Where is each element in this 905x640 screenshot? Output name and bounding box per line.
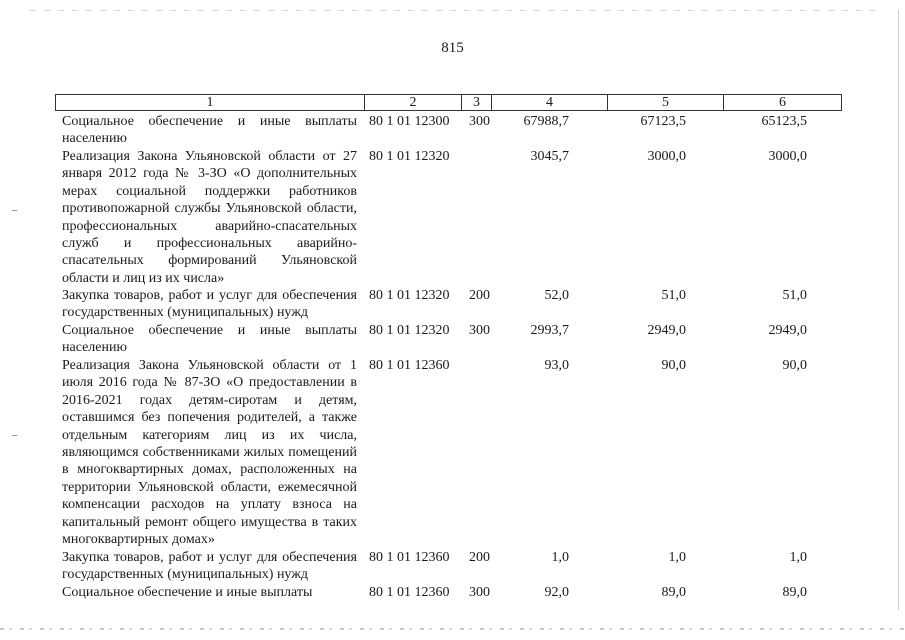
row-value-4: 52,0 bbox=[544, 288, 569, 303]
row-csr: 80 1 01 12360 bbox=[369, 550, 450, 565]
row-value-6: 1,0 bbox=[789, 550, 807, 565]
row-value-6: 65123,5 bbox=[761, 114, 807, 129]
scan-mark bbox=[12, 435, 17, 436]
row-name: Социальное обеспечение и иные выплаты населению bbox=[62, 323, 357, 356]
row-value-6: 89,0 bbox=[782, 585, 807, 600]
scan-edge-right bbox=[898, 10, 899, 610]
row-value-5: 51,0 bbox=[661, 288, 686, 303]
row-value-4: 93,0 bbox=[544, 358, 569, 373]
row-csr: 80 1 01 12320 bbox=[369, 288, 450, 303]
row-name: Реализация Закона Ульяновской области от 1 июля 2016 года № 87-ЗО «О предоставлении в 2016-2021 годах детям-сиротам и детям, оставшимся без попечения родителей, а также отдельным категориям лиц из их числа, являющимся собственниками жилых помещений в многоквартирных домах, расположенных на территории Ульяновской области, ежемесячной компенсации расходов на уплату взноса на капитальный ремонт общего имущества в таких многоквартирных домах» bbox=[62, 358, 357, 548]
row-value-4: 67988,7 bbox=[523, 114, 569, 129]
row-value-5: 89,0 bbox=[661, 585, 686, 600]
row-value-6: 2949,0 bbox=[768, 323, 807, 338]
row-value-4: 92,0 bbox=[544, 585, 569, 600]
row-csr: 80 1 01 12360 bbox=[369, 358, 450, 373]
row-name: Закупка товаров, работ и услуг для обеспечения государственных (муниципальных) нужд bbox=[62, 550, 357, 583]
row-value-4: 2993,7 bbox=[530, 323, 569, 338]
header-col-5: 5 bbox=[662, 95, 669, 110]
row-value-5: 90,0 bbox=[661, 358, 686, 373]
row-value-5: 67123,5 bbox=[640, 114, 686, 129]
row-value-6: 90,0 bbox=[782, 358, 807, 373]
row-csr: 80 1 01 12320 bbox=[369, 149, 450, 164]
row-csr: 80 1 01 12360 bbox=[369, 585, 450, 600]
row-name: Социальное обеспечение и иные выплаты населению bbox=[62, 114, 357, 147]
row-name: Реализация Закона Ульяновской области от 27 января 2012 года № 3-ЗО «О дополнительных мерах социальной поддержки работников противопожарной службы Ульяновской области, профессиональных аварийно-спасательных служб и профессиональных аварийно-спасательных формирований Ульяновской области и лиц из их числа» bbox=[62, 149, 357, 286]
row-value-4: 1,0 bbox=[551, 550, 569, 565]
row-value-5: 2949,0 bbox=[647, 323, 686, 338]
row-csr: 80 1 01 12300 bbox=[369, 114, 450, 129]
row-vr: 300 bbox=[469, 114, 490, 129]
row-value-6: 51,0 bbox=[782, 288, 807, 303]
row-name: Социальное обеспечение и иные выплаты bbox=[62, 585, 313, 600]
header-col-6: 6 bbox=[779, 95, 786, 110]
table-header bbox=[55, 94, 842, 111]
scan-edge-top bbox=[30, 10, 875, 11]
page-number: 815 bbox=[441, 40, 464, 56]
row-name: Закупка товаров, работ и услуг для обеспечения государственных (муниципальных) нужд bbox=[62, 288, 357, 321]
row-value-5: 3000,0 bbox=[647, 149, 686, 164]
scan-edge-bottom bbox=[0, 628, 905, 630]
row-vr: 300 bbox=[469, 585, 490, 600]
row-csr: 80 1 01 12320 bbox=[369, 323, 450, 338]
header-col-4: 4 bbox=[546, 95, 553, 110]
scan-mark bbox=[12, 210, 17, 211]
row-value-5: 1,0 bbox=[668, 550, 686, 565]
header-col-1: 1 bbox=[206, 95, 214, 110]
row-vr: 300 bbox=[469, 323, 490, 338]
header-col-3: 3 bbox=[473, 95, 480, 110]
header-col-2: 2 bbox=[409, 95, 417, 110]
row-value-4: 3045,7 bbox=[530, 149, 569, 164]
row-value-6: 3000,0 bbox=[768, 149, 807, 164]
row-vr: 200 bbox=[469, 288, 490, 303]
row-vr: 200 bbox=[469, 550, 490, 565]
